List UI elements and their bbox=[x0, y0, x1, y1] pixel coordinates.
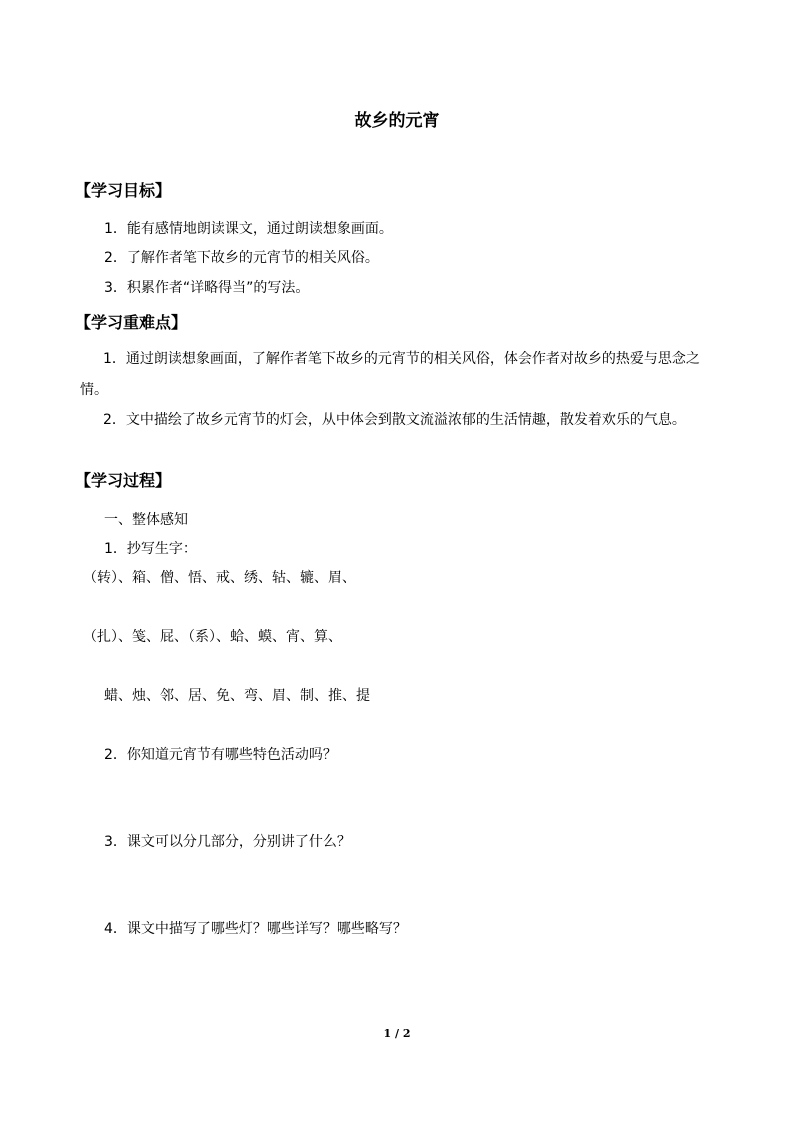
question-1: 1．抄写生字： bbox=[104, 541, 197, 557]
key-point-item-1: 1．通过朗读想象画面，了解作者笔下故乡的元宵节的相关风俗，体会作者对故乡的热爱与思念之情。 bbox=[80, 351, 700, 398]
objectives-heading: 【学习目标】 bbox=[75, 181, 172, 200]
characters-line-1: （转）、箱、僧、悟、戒、绣、轱、辘、眉、 bbox=[83, 570, 356, 586]
key-point-item-2: 2．文中描绘了故乡元宵节的灯会，从中体会到散文流溢浓郁的生活情趣，散发着欢乐的气息。 bbox=[103, 412, 686, 428]
process-subheading: 一、整体感知 bbox=[104, 512, 188, 528]
objective-item-2: 2．了解作者笔下故乡的元宵节的相关风俗。 bbox=[104, 250, 379, 266]
key-points-heading: 【学习重难点】 bbox=[75, 313, 188, 332]
page-indicator: 1 / 2 bbox=[383, 1027, 411, 1040]
process-heading: 【学习过程】 bbox=[75, 471, 172, 490]
question-4: 4．课文中描写了哪些灯？哪些详写？哪些略写？ bbox=[104, 921, 407, 937]
objective-item-3: 3．积累作者“详略得当”的写法。 bbox=[104, 280, 310, 296]
document-title: 故乡的元宵 bbox=[354, 111, 440, 131]
question-3: 3．课文可以分几部分，分别讲了什么？ bbox=[104, 834, 351, 850]
characters-line-3: 蜡、烛、邻、居、免、弯、眉、制、推、提 bbox=[104, 688, 370, 704]
characters-line-2: （扎）、笺、屁、（系）、蛤、蟆、宵、算、 bbox=[83, 629, 342, 645]
objective-item-1: 1．能有感情地朗读课文，通过朗读想象画面。 bbox=[104, 221, 393, 237]
question-2: 2．你知道元宵节有哪些特色活动吗？ bbox=[104, 747, 337, 763]
